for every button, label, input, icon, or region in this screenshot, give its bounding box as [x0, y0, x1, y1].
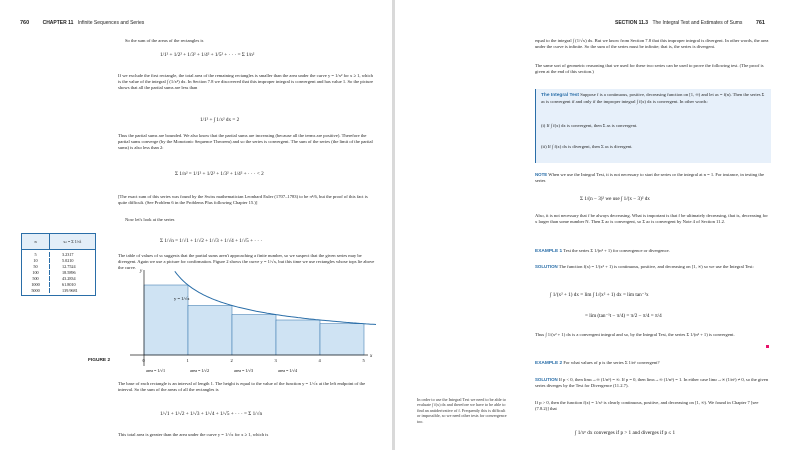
x-tick-label: 2: [230, 358, 233, 363]
table-cell-n: 10: [22, 258, 50, 263]
x-tick-label: 3: [274, 358, 277, 363]
x-tick-label: 0: [142, 358, 145, 363]
paragraph: If p > 0, then the function f(x) = 1/xᵖ is clearly continuous, positive, and decreasing on [1, ∞). We found in Chapter 7 [see (7.8.2)] that: [535, 400, 759, 411]
table-cell-sn: 61.8010: [62, 282, 76, 288]
paragraph: Now let's look at the series: [125, 217, 175, 222]
table-body: [22, 250, 95, 295]
paragraph: Thus the partial sums are bounded. We also know that the partial sums are increasing (because all the terms are positive). Therefore the partial sums converge (by the Monotonic Sequence Theorem) and so the series is convergent. The sum of the series (the limit of the partial sums) is also less than 2:: [118, 133, 373, 150]
table-cell-n: 50: [22, 264, 50, 269]
note-label: NOTE: [535, 172, 548, 177]
table-cell-sn: 139.9681: [62, 288, 78, 294]
note-paragraph: [535, 172, 771, 184]
table-cell-sn: 3.2317: [62, 251, 74, 257]
rectangle-4: [276, 320, 320, 355]
box-case-i: (i) If ∫ f(x) dx is convergent, then Σ aₙ is convergent.: [541, 123, 638, 128]
area-label: area = 1/√3: [234, 368, 254, 373]
table-cell-n: 1000: [22, 282, 50, 287]
area-label: area = 1/√2: [190, 368, 210, 373]
paragraph: The table of values of sₙ suggests that the partial sums aren't approaching a finite number, so we suspect that the given series may be divergent. Again we use a picture for confirmation. Figure 2 shows the curve y = 1/√x, but this time we use rectangles whose tops lie above the curve.: [118, 253, 375, 270]
left-page: [0, 0, 392, 450]
equation: 1/√1 + 1/√2 + 1/√3 + 1/√4 + 1/√5 + · · · = Σ 1/√n: [160, 411, 263, 417]
rectangle-5: [320, 324, 364, 355]
paragraph: Also, it is not necessary that f be always decreasing. What is important is that f be ultimately decreasing, that is, decreasing for x larger than some number N. Then Σ aₙ is convergent, so Σ aₙ is convergent by Note 4 of Section 11.2.: [535, 213, 768, 224]
table-cell-n: 5000: [22, 288, 50, 293]
paragraph: If we exclude the first rectangle, the total area of the remaining rectangles is smaller than the area under the curve y = 1/x² for x ≥ 1, which is the value of the integral ∫ (1/x²) dx. In Section 7.8 we discovered that this improper integral is convergent and has value 1. So the picture shows that all the partial sums are less than: [118, 73, 374, 90]
paragraph: So the sum of the areas of the rectangles is: [125, 38, 204, 43]
example-2: [535, 360, 771, 367]
area-label: area = 1/√1: [146, 368, 166, 373]
paragraph: The base of each rectangle is an interval of length 1. The height is equal to the value of the function y = 1/√x at the left endpoint of the interval. So the sum of the areas of all the rectangles is: [118, 381, 366, 392]
partial-sums-table: [21, 233, 96, 296]
table-row: [22, 257, 95, 263]
table-cell-n: 100: [22, 270, 50, 275]
figure-2-graph: [118, 266, 376, 376]
paragraph: This total area is greater than the area under the curve y = 1/√x for x ≥ 1, which is: [118, 432, 269, 437]
table-row: [22, 269, 95, 275]
table-col-n: n: [22, 234, 50, 250]
table-row: [22, 281, 95, 287]
page-number-right: 761: [755, 20, 765, 26]
table-row: [22, 263, 95, 269]
solution-label: SOLUTION: [535, 377, 558, 382]
box-content: [541, 92, 767, 105]
solution-2: [535, 377, 771, 389]
chapter-title: Infinite Sequences and Series: [77, 20, 145, 26]
equation: 1/1² + ∫ 1/x² dx = 2: [200, 117, 240, 123]
curve-label: y = 1/√x: [174, 296, 190, 301]
solution-label: SOLUTION: [535, 264, 558, 269]
equation: = lim (tan⁻¹t − π/4) = π/2 − π/4 = π/4: [585, 313, 662, 319]
table-row: [22, 251, 95, 257]
solution-2-text: If p < 0, then limₙ→∞ (1/nᵖ) = ∞. If p = 0, then limₙ→∞ (1/nᵖ) = 1. In either case limₙ→∞ (1/nᵖ) ≠ 0, so the given series diverges by the Test for Divergence (11.2.7).: [535, 377, 769, 388]
paragraph: Thus ∫ 1/(x² + 1) dx is a convergent integral and so, by the Integral Test, the series Σ 1/(n² + 1) is convergent.: [535, 332, 735, 337]
left-page-header: [20, 20, 144, 26]
rectangle-2: [188, 306, 232, 355]
table-row: [22, 275, 95, 281]
example-1-text: Test the series Σ 1/(n² + 1) for convergence or divergence.: [563, 248, 670, 253]
equation: 1/1² + 1/2² + 1/3² + 1/4² + 1/5² + · · · = Σ 1/n²: [160, 52, 255, 58]
equation: ∫ 1/xᵖ dx converges if p > 1 and diverges if p ≤ 1: [575, 430, 676, 436]
table-col-sn: sₙ = Σ 1/√i: [63, 239, 82, 244]
x-tick-label: 1: [186, 358, 189, 363]
page-number-left: 760: [20, 20, 30, 26]
end-of-solution-marker: [766, 345, 769, 348]
x-axis-label: x: [370, 354, 373, 359]
table-cell-sn: 43.2834: [62, 275, 76, 281]
box-title: The Integral Test: [541, 93, 580, 98]
example-1-label: EXAMPLE 1: [535, 249, 563, 254]
box-case-ii: (ii) If ∫ f(x) dx is divergent, then Σ aₙ is divergent.: [541, 144, 633, 149]
example-2-text: For what values of p is the series Σ 1/nᵖ convergent?: [563, 360, 660, 365]
table-cell-sn: 5.0210: [62, 257, 74, 263]
solution-1-text: The function f(x) = 1/(x² + 1) is continuous, positive, and decreasing on [1, ∞) so we use the Integral Test:: [558, 264, 754, 269]
y-axis-label: y: [140, 269, 143, 274]
chapter-label: CHAPTER 11: [42, 20, 74, 26]
section-label: SECTION 11.3: [615, 20, 649, 26]
table-cell-n: 500: [22, 276, 50, 281]
equation: Σ 1/(n − 3)² we use ∫ 1/(x − 3)² dx: [580, 196, 650, 202]
equation: Σ 1/n² = 1/1² + 1/2² + 1/3² + 1/4² + · · · < 2: [175, 171, 264, 177]
x-tick-label: 4: [318, 358, 321, 363]
equation: Σ 1/√n = 1/√1 + 1/√2 + 1/√3 + 1/√4 + 1/√5 + · · ·: [160, 238, 263, 244]
integral-test-box: [535, 89, 771, 163]
paragraph: The same sort of geometric reasoning that we used for these two series can be used to prove the following test. (The proof is given at the end of this section.): [535, 63, 764, 74]
box-text: Suppose f is a continuous, positive, decreasing function on [1, ∞) and let aₙ = f(n). Then the series Σ aₙ is convergent if and only if the improper integral ∫ f(x) dx is convergent. In other words:: [541, 92, 765, 104]
solution-1: [535, 264, 771, 270]
example-2-label: EXAMPLE 2: [535, 361, 563, 366]
paragraph: equal to the integral ∫ (1/√x) dx. But we know from Section 7.8 that this improper integral is divergent. In other words, the area under the curve is infinite. So the sum of the series must be infinite; that is, the series is divergent.: [535, 38, 769, 49]
example-1: [535, 248, 771, 255]
figure-label: FIGURE 2: [88, 358, 111, 363]
table-header: [22, 234, 95, 250]
x-tick-label: 5: [362, 358, 365, 363]
section-title: The Integral Test and Estimates of Sums: [652, 20, 743, 26]
table-row: [22, 288, 95, 294]
right-page: [395, 0, 787, 450]
equation: ∫ 1/(x² + 1) dx = lim ∫ 1/(x² + 1) dx = lim tan⁻¹x: [550, 292, 649, 298]
margin-note: In order to use the Integral Test we need to be able to evaluate ∫ f(x) dx and therefore we have to be able to find an antiderivative of f. Frequently this is difficult or impossible, so we need other tests for convergence too.: [417, 397, 507, 424]
table-cell-sn: 18.5896: [62, 269, 76, 275]
note-text: When we use the Integral Test, it is not necessary to start the series or the integral at n = 1. For instance, in testing the series: [535, 172, 765, 183]
table-cell-n: 5: [22, 252, 50, 257]
rectangle-3: [232, 315, 276, 355]
table-cell-sn: 12.7524: [62, 263, 76, 269]
right-page-header: [615, 20, 765, 26]
paragraph: [The exact sum of this series was found by the Swiss mathematician Leonhard Euler (1707–1783) to be π²/6, but the proof of this fact is quite difficult. (See Problem 6 in the Problems Plus following Chapter 15.)]: [118, 194, 368, 205]
area-label: area = 1/√4: [278, 368, 298, 373]
